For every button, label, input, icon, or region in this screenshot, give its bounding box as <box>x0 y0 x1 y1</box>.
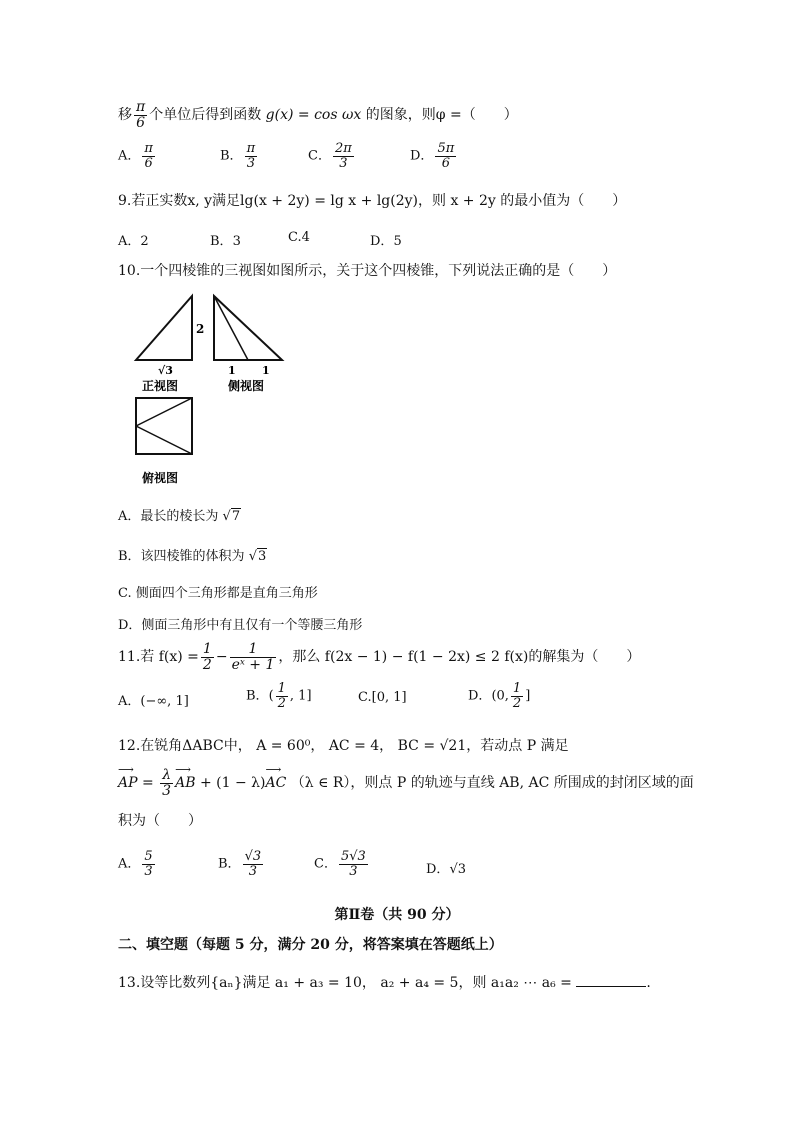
q9-stem: 9.若正实数x, y满足lg(x + 2y) = lg x + lg(2y)，则 x + 2y 的最小值为（ ） <box>118 193 627 209</box>
q9-option-a[interactable]: A．2 <box>118 234 149 249</box>
section-subtitle: 二、填空题（每题 5 分，满分 20 分，将答案填在答题纸上） <box>118 937 503 953</box>
q8-option-c[interactable]: C． $\frac{2\pi}{3}$ <box>308 141 352 171</box>
q12-option-d[interactable]: D．√3 <box>426 862 466 877</box>
q12-stem-line2: ⟶ AP = $\frac{\lambda}{3}$ ⟶ AB + (1 − λ)⟶ AC （λ ∈ R），则点 P 的轨迹与直线 AB, AC 所围成的封闭区域的面 <box>118 768 694 798</box>
side-view-label: 侧视图 <box>228 379 265 393</box>
q11-option-c[interactable]: C.[0, 1] <box>358 690 407 705</box>
q11-option-d[interactable]: D．(0, $\frac{1}{2}$ ] <box>468 681 531 711</box>
q12-stem-line1: 12.在锐角ΔABC中， A = 60⁰， AC = 4， BC = √21，若动点 P 满足 <box>118 738 569 754</box>
q13-answer-blank[interactable] <box>576 974 646 987</box>
front-height-label: 2 <box>196 322 205 336</box>
side-view-inner-line <box>214 296 248 360</box>
section-title: 第Ⅱ卷（共 90 分） <box>334 907 460 923</box>
top-view-label: 俯视图 <box>142 471 179 485</box>
q11-option-a[interactable]: A．(−∞, 1] <box>118 694 189 709</box>
q8-option-b[interactable]: B． $\frac{\pi}{3}$ <box>220 141 256 171</box>
front-base-label: √3 <box>158 364 173 377</box>
shift-fraction: $\frac{\pi}{6}$ <box>136 99 146 131</box>
q12-stem-line3: 积为（ ） <box>118 813 202 829</box>
q8-stem: 移 $\frac{\pi}{6}$ 个单位后得到函数 g(x) = cos ωx 的图象，则φ =（ ） <box>118 99 518 131</box>
q10-option-c[interactable]: C. 侧面四个三角形都是直角三角形 <box>118 586 318 601</box>
top-view-diagonal-2 <box>136 426 192 454</box>
q9-option-d[interactable]: D．5 <box>370 234 402 249</box>
top-view-square <box>136 398 192 454</box>
q13-stem: 13.设等比数列{aₙ}满足 a₁ + a₃ = 10， a₂ + a₄ = 5，则 a₁a₂ ⋯ a₆ = . <box>118 975 651 991</box>
q11-option-b[interactable]: B．( $\frac{1}{2}$ , 1] <box>246 681 312 711</box>
side-view-triangle <box>214 296 282 360</box>
q10-option-d[interactable]: D．侧面三角形中有且仅有一个等腰三角形 <box>118 618 363 633</box>
side-base-left-label: 1 <box>228 364 236 377</box>
q9-option-c[interactable]: C.4 <box>288 230 310 245</box>
q10-option-a[interactable]: A．最长的棱长为 √7 <box>118 509 241 524</box>
three-view-figure <box>128 288 298 488</box>
q12-option-c[interactable]: C． $\frac{5√3}{3}$ <box>314 849 366 879</box>
front-view-label: 正视图 <box>142 379 179 393</box>
q11-stem: 11.若 f(x) = $\frac{1}{2}$ − $\frac{1}{\text{eˣ + 1}}$ ，那么 f(2x − 1) − f(1 − 2x) ≤ 2 f(x)的解集为（ ） <box>118 641 641 673</box>
front-view-triangle <box>136 296 192 360</box>
q8-option-d[interactable]: D． $\frac{5\pi}{6}$ <box>410 141 455 171</box>
q9-option-b[interactable]: B．3 <box>210 234 241 249</box>
side-base-right-label: 1 <box>262 364 270 377</box>
top-view-diagonal-1 <box>136 398 192 426</box>
q12-option-a[interactable]: A． $\frac{5}{3}$ <box>118 849 153 879</box>
q10-stem: 10.一个四棱锥的三视图如图所示，关于这个四棱锥，下列说法正确的是（ ） <box>118 263 617 279</box>
q12-option-b[interactable]: B． $\frac{√3}{3}$ <box>218 849 262 879</box>
q10-option-b[interactable]: B．该四棱锥的体积为 √3 <box>118 549 267 564</box>
q8-option-a[interactable]: A． $\frac{\pi}{6}$ <box>118 141 153 171</box>
